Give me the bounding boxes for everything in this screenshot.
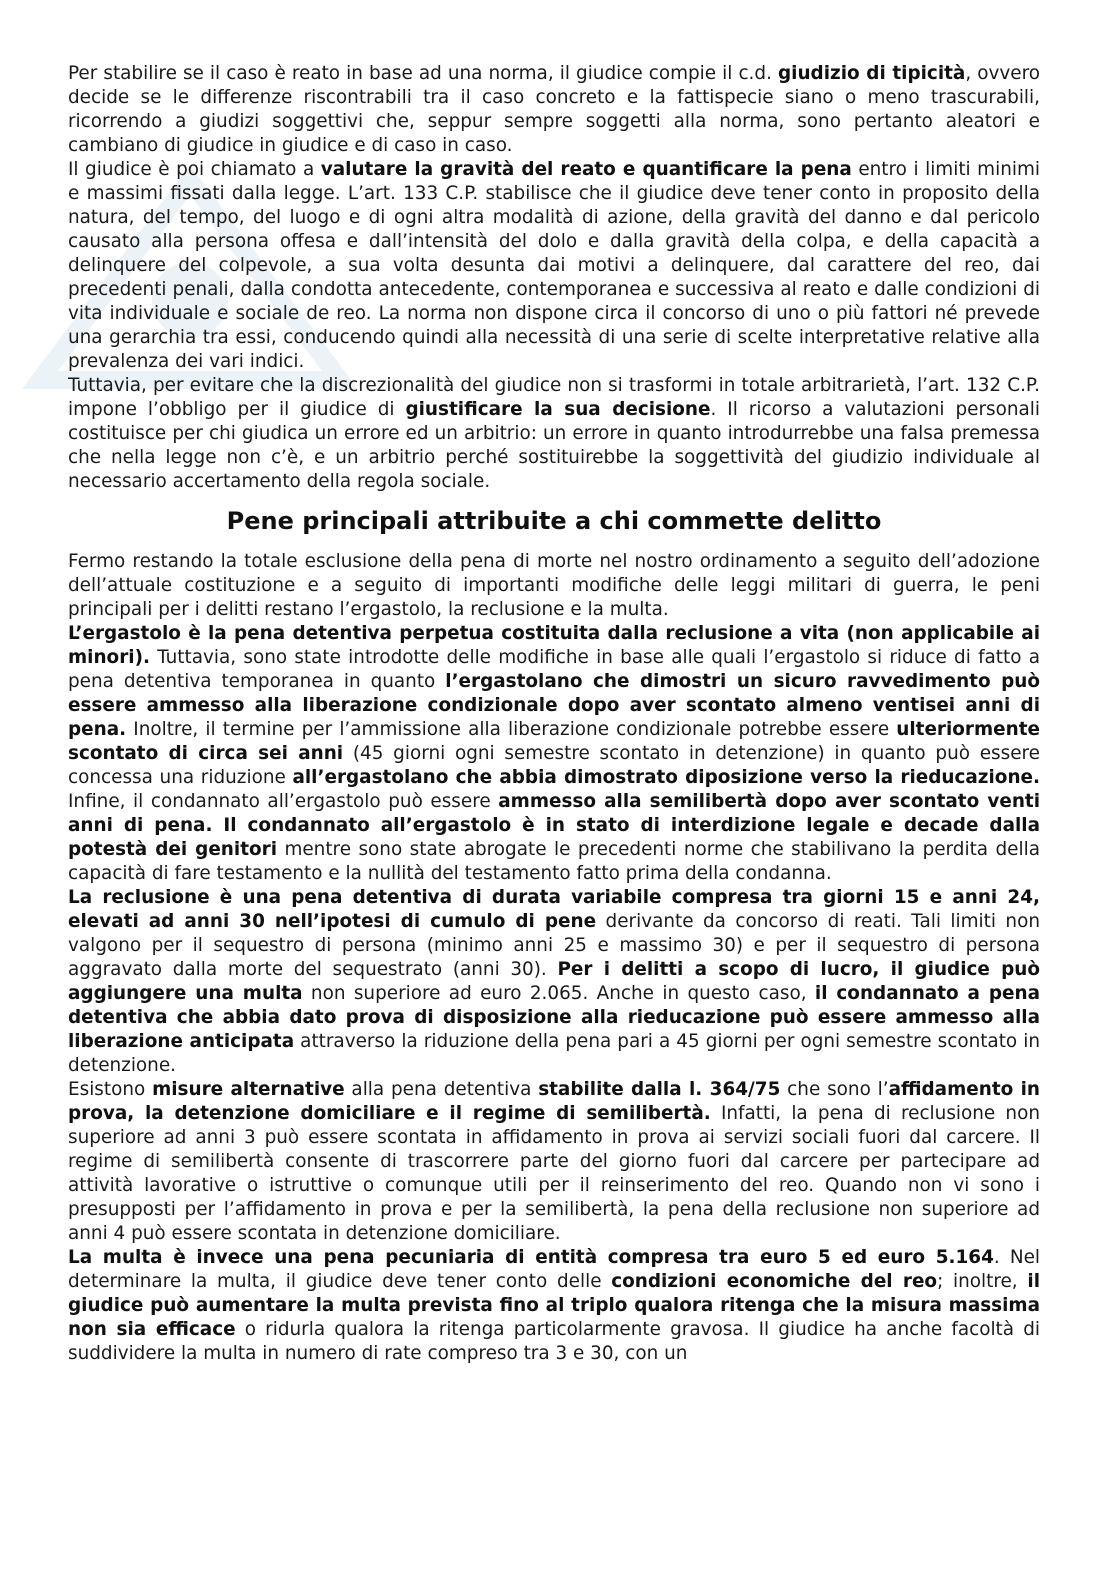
bold-text: giustificare la sua decisione <box>405 399 711 420</box>
paragraph-tipicita <box>68 62 1040 158</box>
bold-text: all’ergastolano che abbia dimostrato diposizione verso la rieducazione. <box>292 767 1040 788</box>
bold-text: l’ergastolano che dimostri un sicuro ravvedimento può essere ammesso alla liberazione condizionale dopo aver scontato almeno ventisei anni di pena. <box>68 671 1040 740</box>
bold-text: condizioni economiche del reo <box>611 1271 938 1292</box>
bold-text: ulteriormente scontato di circa sei anni <box>68 719 1040 764</box>
text-run: derivante da concorso di reati. Tali limiti non valgono per il sequestro di persona (minimo anni 25 e massimo 30) e per il sequestro di persona aggravato dalla morte del sequestrato (anni 30). <box>68 911 1040 980</box>
text-run: Tuttavia, per evitare che la discrezionalità del giudice non si trasformi in totale arbitrarietà, l’art. 132 C.P. impone l’obbligo per il giudice di <box>68 375 1040 420</box>
text-run: attraverso la riduzione della pena pari a 45 giorni per ogni semestre scontato in detenzione. <box>68 1031 1040 1076</box>
bold-text: La multa è invece una pena pecuniaria di entità compresa tra euro 5 ed euro 5.164 <box>68 1247 994 1268</box>
bold-text: misure alternative <box>152 1079 345 1100</box>
paragraph-gravita-reato <box>68 158 1040 374</box>
paragraph-ergastolo <box>68 622 1040 886</box>
section-heading: Pene principali attribuite a chi commette delitto <box>226 507 882 535</box>
bold-text: il giudice può aumentare la multa prevista fino al triplo qualora ritenga che la misura massima non sia efficace <box>68 1271 1040 1340</box>
bold-text: L’ergastolo è la pena detentiva perpetua costituita dalla reclusione a vita (non applicabile ai minori). <box>68 623 1040 668</box>
bold-text: affidamento in prova, la detenzione domiciliare e il regime di semilibertà. <box>68 1079 1041 1124</box>
text-run: non superiore ad euro 2.065. Anche in questo caso, <box>302 983 815 1004</box>
bold-text: valutare la gravità del reato e quantificare la pena <box>320 159 852 180</box>
text-run: Il giudice è poi chiamato a <box>68 159 321 180</box>
bold-text: il condannato a pena detentiva che abbia dato prova di disposizione alla rieducazione può essere ammesso alla liberazione anticipata <box>68 983 1040 1052</box>
text-run: Per stabilire se il caso è reato in base ad una norma, il giudice compie il c.d. <box>68 63 778 84</box>
paragraph-misure-alternative <box>68 1078 1040 1246</box>
text-run: . Il ricorso a valutazioni personali costituisce per chi giudica un errore ed un arbitrio: un errore in quanto introdurrebbe una falsa premessa che nella legge non c’è, e un arbitrio perché sostituirebbe la soggettività del giudizio individuale al necessario accertamento della regola sociale. <box>68 399 1040 492</box>
text-run: Tuttavia, sono state introdotte delle modifiche in base alle quali l’ergastolo si riduce di fatto a pena detentiva temporanea in quanto <box>68 647 1040 692</box>
text-run: , ovvero decide se le differenze riscontrabili tra il caso concreto e la fattispecie siano o meno trascurabili, ricorrendo a giudizi soggettivi che, seppur sempre soggetti alla norma, sono pertanto aleatori e cambiano di giudice in giudice e di caso in caso. <box>68 63 1040 156</box>
text-run: Inoltre, il termine per l’ammissione alla liberazione condizionale potrebbe essere <box>126 719 897 740</box>
paragraph-reclusione <box>68 886 1040 1078</box>
paragraph-pene-principali <box>68 550 1040 622</box>
text-run: (45 giorni ogni semestre scontato in detenzione) in quanto può essere concessa una riduzione <box>68 743 1040 788</box>
text-run: mentre sono state abrogate le precedenti norme che stabilivano la perdita della capacità di fare testamento e la nullità del testamento fatto prima della condanna. <box>68 839 1040 884</box>
text-run: alla pena detentiva <box>344 1079 539 1100</box>
text-run: che sono l’ <box>780 1079 889 1100</box>
bold-text: giudizio di tipicità <box>777 63 966 84</box>
document-page <box>68 62 1040 1366</box>
bold-text: stabilite dalla l. 364/75 <box>538 1079 781 1100</box>
text-run: ; inoltre, <box>937 1271 1028 1292</box>
paragraph-giustificare-decisione <box>68 374 1040 494</box>
text-run: entro i limiti minimi e massimi fissati dalla legge. L’art. 133 C.P. stabilisce che il giudice deve tener conto in proposito della natura, del tempo, del luogo e di ogni altra modalità di azione, della gravità del danno e dal pericolo causato alla persona offesa e dall’intensità del dolo e dalla gravità della colpa, e della capacità a delinquere del colpevole, a sua volta desunta dai motivi a delinquere, dal carattere del reo, dai precedenti penali, dalla condotta antecedente, contemporanea e successiva al reato e dalle condizioni di vita individuale e sociale de reo. La norma non dispone circa il concorso di uno o più fattori né prevede una gerarchia tra essi, conducendo quindi alla necessità di una serie di scelte interpretative relative alla prevalenza dei vari indici. <box>68 159 1040 372</box>
text-run: Infine, il condannato all’ergastolo può essere <box>68 791 499 812</box>
bold-text: Per i delitti a scopo di lucro, il giudice può aggiungere una multa <box>68 959 1040 1004</box>
bold-text: ammesso alla semilibertà dopo aver scontato venti anni di pena. Il condannato all’ergastolo è in stato di interdizione legale e decade dalla potestà dei genitori <box>68 791 1041 860</box>
text-run: Esistono <box>68 1079 153 1100</box>
paragraph-multa <box>68 1246 1040 1366</box>
text-run: Fermo restando la totale esclusione della pena di morte nel nostro ordinamento a seguito dell’adozione dell’attuale costituzione e a seguito di importanti modifiche delle leggi militari di guerra, le peni principali per i delitti restano l’ergastolo, la reclusione e la multa. <box>68 551 1040 620</box>
text-run: . Nel determinare la multa, il giudice deve tener conto delle <box>68 1247 1040 1292</box>
text-run: Infatti, la pena di reclusione non superiore ad anni 3 può essere scontata in affidamento in prova ai servizi sociali fuori dal carcere. Il regime di semilibertà consente di trascorrere parte del giorno fuori dal carcere per partecipare ad attività lavorative o istruttive o comunque utili per il reinserimento del reo. Quando non vi sono i presupposti per l’affidamento in prova e per la semilibertà, la pena della reclusione non superiore ad anni 4 può essere scontata in detenzione domiciliare. <box>68 1103 1040 1244</box>
text-run: o ridurla qualora la ritenga particolarmente gravosa. Il giudice ha anche facoltà di suddividere la multa in numero di rate compreso tra 3 e 30, con un <box>68 1319 1040 1364</box>
bold-text: La reclusione è una pena detentiva di durata variabile compresa tra giorni 15 e anni 24, elevati ad anni 30 nell’ipotesi di cumulo di pene <box>68 887 1040 932</box>
